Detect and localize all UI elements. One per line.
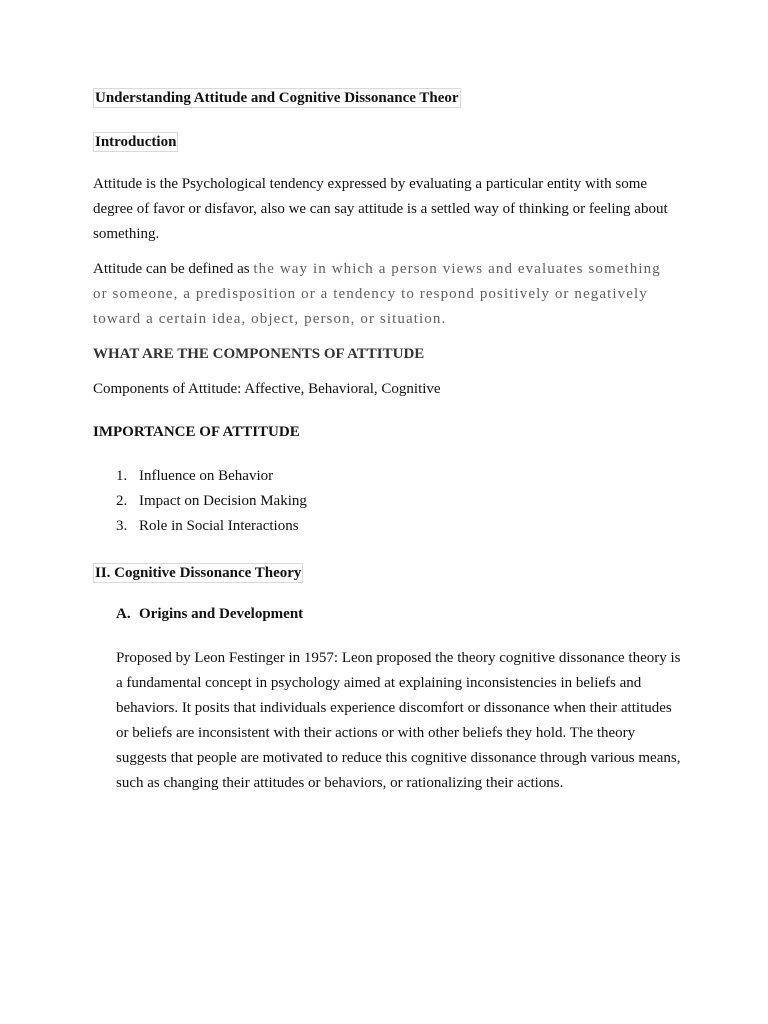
intro-heading-line [93, 130, 178, 155]
subsection-list [116, 602, 303, 627]
list-item [116, 514, 307, 539]
components-line: Components of Attitude: Affective, Behavioral, Cognitive [93, 381, 441, 397]
list-item-text: Influence on Behavior [139, 468, 274, 484]
list-item-number: 1. [116, 468, 128, 484]
origins-paragraph: Proposed by Leon Festinger in 1957: Leon proposed the theory cognitive dissonance theory is a fundamental concept in psychology aimed at explaining inconsistencies in beliefs and behaviors. It posits that individuals experience discomfort or dissonance when their attitudes or beliefs are inconsistent with their actions or with other beliefs they hold. The theory suggests that people are motivated to reduce this cognitive dissonance through various means, such as changing their attitudes or behaviors, or rationalizing their actions. [116, 650, 681, 791]
list-item-number: 3. [116, 518, 128, 534]
document-title: Understanding Attitude and Cognitive Dissonance Theor [95, 90, 459, 106]
intro-paragraph: Attitude is the Psychological tendency expressed by evaluating a particular entity with some degree of favor or disfavor, also we can say attitude is a settled way of thinking or feeling about something. [93, 176, 668, 242]
document-title-line [93, 86, 461, 111]
list-item [116, 489, 307, 514]
list-item [116, 464, 307, 489]
definition-rest: the way in which a person views and evaluates something or someone, a predisposition or a tendency to respond positively or negatively toward a certain idea, object, person, or situation. [93, 261, 661, 327]
list-item-text: Role in Social Interactions [139, 518, 299, 534]
definition-lead: Attitude can be defined as [93, 261, 254, 277]
section2-heading: II. Cognitive Dissonance Theory [95, 565, 302, 581]
subsection-a-heading [116, 602, 303, 627]
subsection-title: Origins and Development [139, 606, 304, 622]
list-item-number: 2. [116, 493, 128, 509]
importance-list [116, 464, 307, 539]
section2-heading-line [93, 561, 303, 586]
list-item-text: Impact on Decision Making [139, 493, 307, 509]
subsection-marker: A. [116, 606, 131, 622]
intro-heading: Introduction [95, 134, 177, 150]
components-heading: WHAT ARE THE COMPONENTS OF ATTITUDE [93, 346, 425, 362]
definition-paragraph [93, 257, 673, 332]
importance-heading: IMPORTANCE OF ATTITUDE [93, 424, 300, 440]
